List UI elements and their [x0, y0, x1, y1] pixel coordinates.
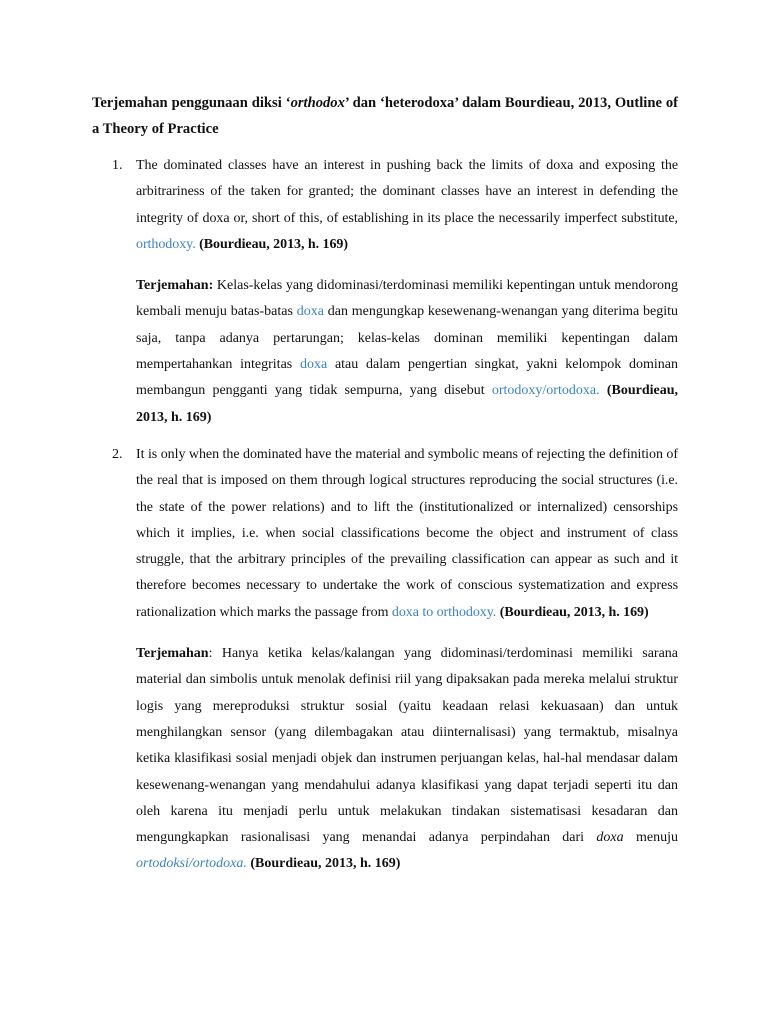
- quote-text: The dominated classes have an interest in pushing back the limits of doxa and exposing the arbitrariness of the taken for granted; the dominant classes have an interest in defending the integrity of doxa or, short of this, of establishing in its place the necessarily imperfect substitute,: [136, 158, 678, 226]
- list-number: 2.: [112, 447, 123, 462]
- quote-citation: (Bourdieau, 2013, h. 169): [499, 604, 649, 620]
- translation-label: Terjemahan:: [136, 278, 214, 294]
- translation-citation: (Bourdieau, 2013, h. 169): [136, 383, 678, 425]
- translation-text-3: atau dalam pengertian singkat, yakni kelompok dominan membangun pengganti yang tidak sempurna, yang disebut: [136, 357, 679, 399]
- quote-text: It is only when the dominated have the material and symbolic means of rejecting the definition of the real that is imposed on them through logical structures reproducing the social structures (i.e. the state of the power relations) and to lift the (institutionalized or internalized) censorships which it implies, i.e. when social classifications become the object and instrument of class struggle, that the arbitrary principles of the prevailing classification can appear as such and it therefore becomes necessary to undertake the work of conscious systematization and express rationalization which marks the passage from: [136, 447, 678, 620]
- quote-paragraph: [136, 153, 678, 258]
- translation-highlight-1: ortodoksi/ortodoxa.: [136, 856, 247, 872]
- translation-doxa: doxa: [596, 830, 624, 846]
- translation-paragraph: [136, 641, 678, 878]
- title-rest: ’ dan ‘heterodoxa’ dalam Bourdieau, 2013, Outline of a Theory of Practice: [92, 95, 678, 137]
- quote-paragraph: [136, 442, 678, 626]
- document-title: [92, 90, 678, 142]
- translation-paragraph: [136, 273, 678, 431]
- translation-text-1: Kelas-kelas yang didominasi/terdominasi memiliki kepentingan untuk mendorong kembali menuju batas-batas: [136, 278, 678, 320]
- list-item-body: [136, 442, 678, 878]
- translation-highlight-3: ortodoxy/ortodoxa.: [491, 383, 600, 399]
- quote-highlight: doxa to orthodoxy.: [391, 604, 497, 620]
- title-pre: Terjemahan penggunaan diksi ‘: [92, 95, 291, 111]
- translation-highlight-1: doxa: [296, 304, 324, 320]
- list-item-body: [136, 153, 678, 431]
- translation-label: Terjemahan: [136, 646, 209, 662]
- translation-text-2: dan mengungkap kesewenang-wenangan yang diterima begitu saja, tanpa adanya pertarungan; kelas-kelas dominan memiliki kepentingan dalam mempertahankan integritas: [136, 304, 678, 373]
- title-orthodox: orthodox: [290, 95, 345, 111]
- list-number: 1.: [112, 158, 123, 173]
- translation-menuju: menuju: [623, 830, 678, 846]
- quote-citation: (Bourdieau, 2013, h. 169): [199, 236, 348, 252]
- translation-highlight-2: doxa: [299, 357, 328, 373]
- translation-text-1: : Hanya ketika kelas/kalangan yang didominasi/terdominasi memiliki sarana material dan simbolis untuk menolak definisi riil yang dipaksakan pada mereka melalui struktur logis yang mereproduksi struktur sosial (yaitu keadaan relasi kekuasaan) dan untuk menghilangkan sensor (yang dilembagakan atau diinternalisasi) yang termaktub, misalnya ketika klasifikasi sosial menjadi objek dan instrumen perjuangan kelas, hal-hal mendasar dalam kesewenang-wenangan yang mendahului adanya klasifikasi yang dapat terjadi seperti itu dan oleh karena itu menjadi perlu untuk melakukan tindakan sistematisasi kesadaran dan mengungkapkan rasionalisasi yang menandai adanya perpindahan dari: [136, 646, 678, 846]
- quote-highlight: orthodoxy.: [136, 236, 196, 252]
- translation-citation: (Bourdieau, 2013, h. 169): [250, 856, 401, 872]
